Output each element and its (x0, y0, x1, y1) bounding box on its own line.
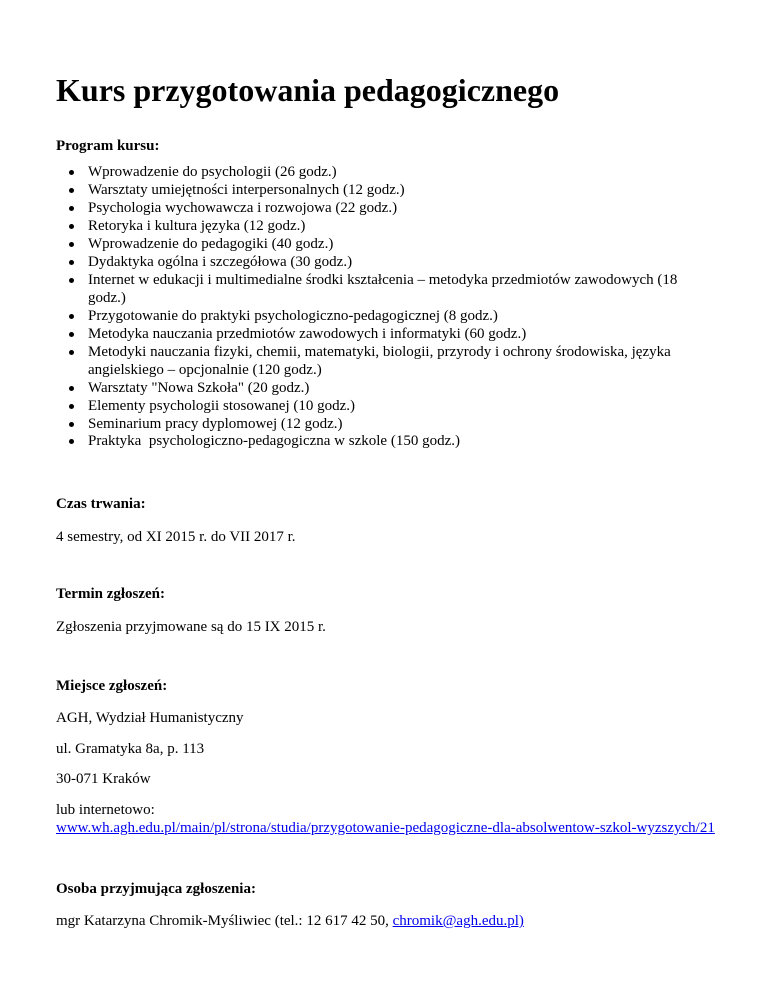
bullet-icon (69, 242, 74, 247)
bullet-icon (69, 332, 74, 337)
bullet-icon (69, 188, 74, 193)
program-list (56, 163, 736, 433)
list-item: Elementy psychologii stosowanej (10 godz.) (56, 397, 708, 415)
bullet-icon (69, 439, 74, 444)
list-item: Metodyki nauczania fizyki, chemii, matematyki, biologii, przyrody i ochrony środowiska, języka angielskiego – opcjonalnie (120 godz.) (56, 343, 708, 379)
place-line-2: ul. Gramatyka 8a, p. 113 (56, 741, 205, 757)
list-item: Metodyka nauczania przedmiotów zawodowych i informatyki (60 godz.) (56, 325, 708, 343)
bullet-icon (69, 206, 74, 211)
contact-label: Osoba przyjmująca zgłoszenia: (56, 881, 256, 897)
registration-link[interactable]: www.wh.agh.edu.pl/main/pl/strona/studia/przygotowanie-pedagogiczne-dla-absolwentow-szkol-wyzszych/21 (56, 820, 715, 836)
place-label: Miejsce zgłoszeń: (56, 678, 168, 694)
list-item: Warsztaty "Nowa Szkoła" (20 godz.) (56, 379, 708, 397)
practice-list (56, 432, 736, 450)
online-label: lub internetowo: (56, 802, 155, 818)
bullet-icon (69, 278, 74, 283)
bullet-icon (69, 314, 74, 319)
program-label: Program kursu: (56, 138, 160, 154)
page-title: Kurs przygotowania pedagogicznego (56, 72, 560, 108)
deadline-value: Zgłoszenia przyjmowane są do 15 IX 2015 r. (56, 619, 326, 635)
list-item: Praktyka psychologiczno-pedagogiczna w szkole (150 godz.) (56, 432, 708, 450)
bullet-icon (69, 386, 74, 391)
bullet-icon (69, 170, 74, 175)
bullet-icon (69, 350, 74, 355)
place-line-1: AGH, Wydział Humanistyczny (56, 710, 244, 726)
list-item: Wprowadzenie do psychologii (26 godz.) (56, 163, 708, 181)
list-item: Internet w edukacji i multimedialne środki kształcenia – metodyka przedmiotów zawodowych (18 godz.) (56, 271, 708, 307)
place-line-3: 30-071 Kraków (56, 771, 151, 787)
bullet-icon (69, 224, 74, 229)
bullet-icon (69, 404, 74, 409)
deadline-label: Termin zgłoszeń: (56, 586, 166, 602)
contact-email-link[interactable]: chromik@agh.edu.pl) (392, 913, 524, 929)
list-item: Przygotowanie do praktyki psychologiczno-pedagogicznej (8 godz.) (56, 307, 708, 325)
list-item: Psychologia wychowawcza i rozwojowa (22 godz.) (56, 199, 708, 217)
list-item: Seminarium pracy dyplomowej (12 godz.) (56, 415, 708, 433)
bullet-icon (69, 422, 74, 427)
list-item: Dydaktyka ogólna i szczegółowa (30 godz.) (56, 253, 708, 271)
list-item: Retoryka i kultura języka (12 godz.) (56, 217, 708, 235)
bullet-icon (69, 260, 74, 265)
contact-line (56, 912, 524, 930)
duration-label: Czas trwania: (56, 496, 146, 512)
list-item: Wprowadzenie do pedagogiki (40 godz.) (56, 235, 708, 253)
contact-person: mgr Katarzyna Chromik-Myśliwiec (tel.: 12 617 42 50, (56, 913, 393, 929)
online-url-wrapper (56, 819, 715, 837)
duration-value: 4 semestry, od XI 2015 r. do VII 2017 r. (56, 529, 296, 545)
list-item: Warsztaty umiejętności interpersonalnych (12 godz.) (56, 181, 708, 199)
